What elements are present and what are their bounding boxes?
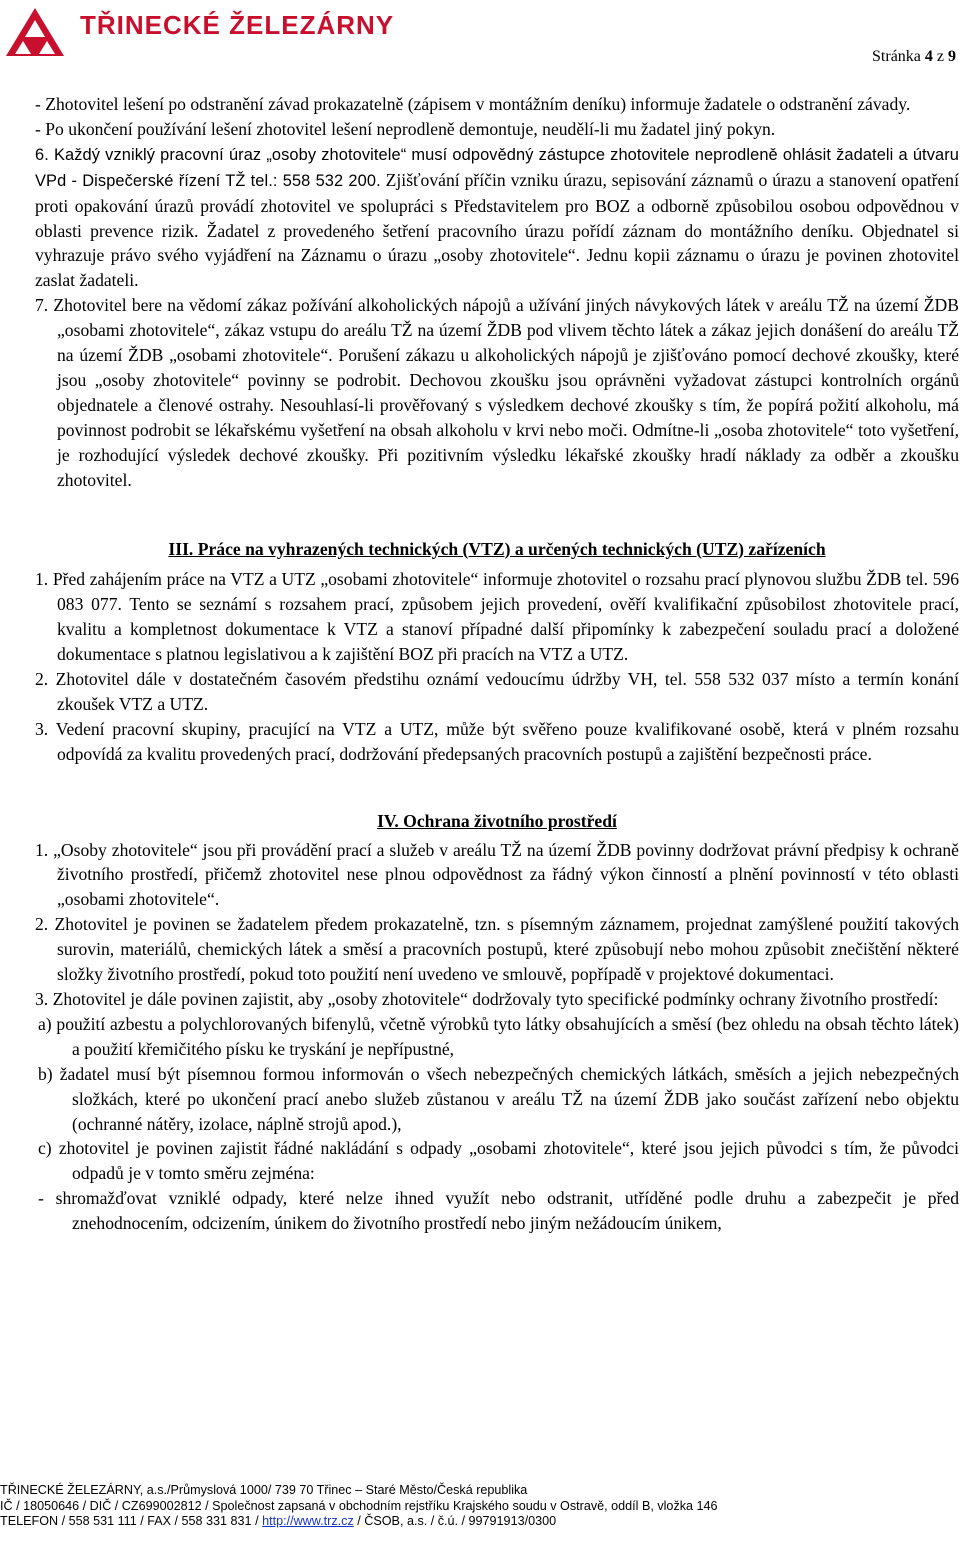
list-item-6: 6. Každý vzniklý pracovní úraz „osoby zhotovitele“ musí odpovědný zástupce zhotovitele neprodleně ohlásit žadateli a útvaru VPd - Dispečerské řízení TŽ tel.: 558 532 200. Zjišťování příčin vzniku úrazu, sepisování záznamů o úrazu a stanovení opatření proti opakování úrazů provádí zhotovitel ve spolupráci s Představitelem pro BOZ a odborně způsobilou osobou odpovědnou v oblasti prevence rizik. Žadatel z provedeného šetření pracovního úrazu pořídí záznam do montážního deníku. Objednatel si vyhrazuje právo svého vyjádření na Záznamu o úrazu „osoby zhotovitele“. Jednu kopii záznamu o úrazu je povinen zhotovitel zaslat žadateli. [35,145,959,291]
section-heading-4: IV. Ochrana životního prostředí [377,810,617,831]
page-number: Stránka 4 z 9 [872,48,956,65]
footer-registration: IČ / 18050646 / DIČ / CZ699002812 / Společnost zapsaná v obchodním rejstříku Krajského soudu v Ostravě, oddíl B, vložka 146 [0,1498,718,1513]
list-item: 3. Zhotovitel je dále povinen zajistit, aby „osoby zhotovitele“ dodržovaly tyto specifické podmínky ochrany životního prostředí: [35,989,939,1009]
page-header [0,0,960,65]
dash-item: - Zhotovitel lešení po odstranění závad prokazatelně (zápisem v montážním deníku) informuje žadatele o odstranění závady. [35,94,911,114]
list-item: 3. Vedení pracovní skupiny, pracující na VTZ a UTZ, může být svěřeno pouze kvalifikované osobě, která v plném rozsahu odpovídá za kvalitu provedených prací, dodržování předepsaných pracovních postupů a zajištění bezpečnosti práce. [35,718,959,764]
document-body [35,92,959,1236]
sub-list-item: b) žadatel musí být písemnou formou informován o všech nebezpečných chemických látkách, směsích a jejich nebezpečných složkách, které po ukončení prací anebo služeb zůstanou v areálu TŽ na území ŽDB jako součást zařízení nebo objektu (ochranné nátěry, izolace, náplně strojů apod.), [38,1063,959,1134]
dash-item: - Po ukončení používání lešení zhotovitel lešení neprodleně demontuje, neudělí-li mu žadatel jiný pokyn. [35,118,776,139]
company-logo-icon [4,6,66,58]
dash-item: - shromažďovat vzniklé odpady, které nelze ihned využít nebo odstranit, utříděné podle druhu a zabezpečit je před znehodnocením, odcizením, únikem do životního prostředí nebo jiným nežádoucím únikem, [38,1188,959,1234]
sub-list-item: c) zhotovitel je povinen zajistit řádné nakládání s odpady „osobami zhotovitele“, které jsou jejich původci s tím, že původci odpadů je v tomto směru zejména: [38,1138,959,1184]
page-footer [0,1483,960,1530]
list-item: 2. Zhotovitel je povinen se žadatelem předem prokazatelně, tzn. s písemným záznamem, projednat zamýšlené použití takových surovin, materiálů, chemických látek a směsí a pracovních postupů, které způsobují nebo mohou způsobit znečištění některé složky životního prostředí, pokud toto použití není uvedeno ve smlouvě, popřípadě v projektové dokumentaci. [35,914,959,985]
list-item: 1. „Osoby zhotovitele“ jsou při provádění prací a služeb v areálu TŽ na území ŽDB povinny dodržovat právní předpisy k ochraně životního prostředí, přičemž zhotovitel nese plnou odpovědnost za řádný výkon činností a plnění povinností v této oblasti „osobami zhotovitele“. [35,839,959,910]
footer-address: TŘINECKÉ ŽELEZÁRNY, a.s./Průmyslová 1000/ 739 70 Třinec – Staré Město/Česká republika [0,1483,528,1497]
list-item-7: 7. Zhotovitel bere na vědomí zákaz požívání alkoholických nápojů a užívání jiných návykových látek v areálu TŽ na území ŽDB „osobami zhotovitele“, zákaz vstupu do areálu TŽ na území ŽDB pod vlivem těchto látek a zákaz jejich donášení do areálu TŽ na území ŽDB „osobami zhotovitele“. Porušení zákazu u alkoholických nápojů je zjišťováno pomocí dechové zkoušky, které jsou „osoby zhotovitele“ povinny se podrobit. Dechovou zkoušku jsou oprávněni vyžadovat zástupci kontrolních orgánů objednatele a členové ostrahy. Nesouhlasí-li prověřovaný s výsledkem dechové zkoušky s tím, že popírá požití alkoholu, má povinnost podrobit se lékařskému vyšetření na obsah alkoholu v krvi nebo moči. Odmítne-li „osoba zhotovitele“ toto vyšetření, je rozhodující výsledek dechové zkoušky. Při pozitivním výsledku lékařské zkoušky hradí náklady za odběr a zkoušku zhotovitel. [35,295,959,490]
footer-contacts: TELEFON / 558 531 111 / FAX / 558 331 831 / http://www.trz.cz / ČSOB, a.s. / č.ú. / 99791913/0300 [0,1514,557,1528]
list-item: 2. Zhotovitel dále v dostatečném časovém předstihu oznámí vedoucímu údržby VH, tel. 558 532 037 místo a termín konání zkoušek VTZ a UTZ. [35,669,959,714]
section-heading-3: III. Práce na vyhrazených technických (VTZ) a určených technických (UTZ) zařízeních [168,538,826,559]
website-link[interactable]: http://www.trz.cz [262,1514,354,1528]
sub-list-item: a) použití azbestu a polychlorovaných bifenylů, včetně výrobků tyto látky obsahujících a směsí (bez ohledu na obsah těchto látek) a použití křemičitého písku ke tryskání je nepřípustné, [38,1013,959,1059]
list-item: 1. Před zahájením práce na VTZ a UTZ „osobami zhotovitele“ informuje zhotovitel o rozsahu prací plynovou službu ŽDB tel. 596 083 077. Tento se seznámí s rozsahem prací, způsobem jejich provedení, ověří kvalifikační způsobilost zhotovitele prací, kvalitu a kompletnost dokumentace k VTZ a stanoví případné další připomínky k zabezpečení souladu prací a doložené dokumentace s platnou legislativou a k zajištění BOZ při pracích na VTZ a UTZ. [35,569,959,665]
company-logo-text: TŘINECKÉ ŽELEZÁRNY [80,10,395,40]
